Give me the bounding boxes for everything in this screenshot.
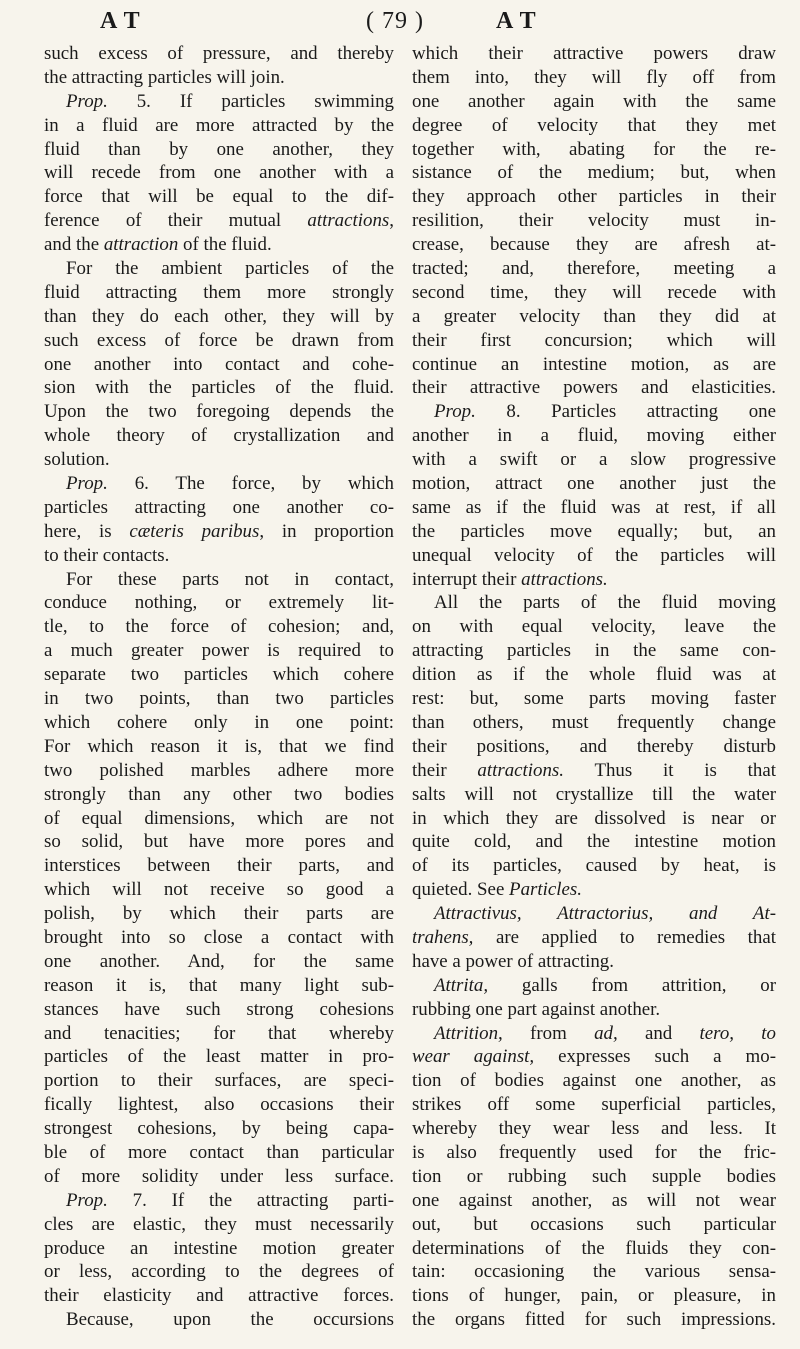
- text-line: their elasticity and attractive forces.: [44, 1285, 394, 1307]
- text-line: one another. And, for the same: [44, 950, 394, 972]
- text-line: salts will not crystallize till the water: [412, 783, 776, 805]
- text-line: such excess of force be drawn from: [44, 329, 394, 351]
- right-column: [412, 42, 776, 1332]
- text-line: tion or rubbing such supple bodies: [412, 1165, 776, 1187]
- header-left-term: A T: [100, 8, 141, 34]
- text-line: stances have such strong cohesions: [44, 998, 394, 1020]
- text-line: dition as if the whole fluid was at: [412, 664, 776, 686]
- text-line: conduce nothing, or extremely lit-: [44, 592, 394, 614]
- text-line: their positions, and thereby disturb: [412, 735, 776, 757]
- text-line: will recede from one another with a: [44, 162, 394, 184]
- text-line: tion of bodies against one another, as: [412, 1070, 776, 1092]
- text-line: another in a fluid, moving either: [412, 425, 776, 447]
- text-line: wear against, expresses such a mo-: [412, 1046, 776, 1068]
- text-line: sistance of the medium; but, when: [412, 162, 776, 184]
- text-line: strongly than any other two bodies: [44, 783, 394, 805]
- text-line: ference of their mutual attractions,: [44, 210, 394, 232]
- text-line: out, but occasions such particular: [412, 1213, 776, 1235]
- text-line: rubbing one part against another.: [412, 998, 661, 1020]
- text-line: in a fluid are more attracted by the: [44, 114, 394, 136]
- text-line: degree of velocity that they met: [412, 114, 776, 136]
- text-line: in which they are dissolved is near or: [412, 807, 776, 829]
- text-line: attracting particles in the same con-: [412, 640, 776, 662]
- text-line: crease, because they are afresh at-: [412, 234, 776, 256]
- text-line: All the parts of the fluid moving: [434, 592, 776, 614]
- text-line: which their attractive powers draw: [412, 43, 776, 64]
- text-line: fluid attracting them more strongly: [44, 281, 394, 303]
- text-line: For which reason it is, that we find: [44, 735, 394, 757]
- text-line: one against another, as will not wear: [412, 1189, 776, 1211]
- text-line: strikes off some superficial particles,: [412, 1094, 776, 1116]
- text-line: strongest cohesions, by being capa-: [44, 1118, 394, 1140]
- text-line: reason it is, that many light sub-: [44, 974, 394, 996]
- text-line: Attrita, galls from attrition, or: [434, 974, 776, 996]
- text-line: their first concursion; which will: [412, 329, 776, 351]
- text-line: ble of more contact than particular: [44, 1141, 394, 1163]
- text-line: tle, to the force of cohesion; and,: [44, 616, 394, 638]
- text-line: tracted; and, therefore, meeting a: [412, 258, 776, 280]
- text-line: of its particles, caused by heat, is: [412, 855, 776, 877]
- text-line: and tenacities; for that whereby: [44, 1022, 394, 1044]
- text-line: portion to their surfaces, are speci-: [44, 1070, 394, 1092]
- text-line: produce an intestine motion greater: [44, 1237, 394, 1259]
- text-line: fluid than by one another, they: [44, 138, 394, 160]
- text-line: fically lightest, also occasions their: [44, 1094, 394, 1116]
- text-line: have a power of attracting.: [412, 950, 614, 972]
- left-column: [44, 42, 394, 1332]
- text-line: such excess of pressure, and thereby: [44, 43, 394, 64]
- text-line: which will not receive so good a: [44, 879, 394, 901]
- text-line: For the ambient particles of the: [66, 258, 394, 280]
- text-line: than they do each other, they will by: [44, 305, 394, 327]
- text-line: them into, they will fly off from: [412, 66, 776, 88]
- text-line: particles attracting one another co-: [44, 496, 394, 518]
- text-line: so solid, but have more pores and: [44, 831, 394, 853]
- text-line: they approach other particles in their: [412, 186, 776, 208]
- text-line: a greater velocity than they did at: [412, 305, 776, 327]
- text-line: the particles move equally; but, an: [412, 520, 776, 542]
- text-line: Prop. 6. The force, by which: [66, 473, 394, 495]
- text-line: one another into contact and cohe-: [44, 353, 394, 375]
- text-line: brought into so close a contact with: [44, 926, 394, 948]
- text-line: Attrition, from ad, and tero, to: [434, 1022, 776, 1044]
- text-line: Because, upon the occursions: [66, 1309, 394, 1331]
- text-line: on with equal velocity, leave the: [412, 616, 776, 638]
- text-columns: [44, 42, 778, 1342]
- text-line: force that will be equal to the dif-: [44, 186, 394, 208]
- text-line: of more solidity under less surface.: [44, 1165, 394, 1187]
- text-line: which cohere only in one point:: [44, 711, 394, 733]
- running-header: [44, 8, 778, 42]
- text-line: two polished marbles adhere more: [44, 759, 394, 781]
- text-line: motion, attract one another just the: [412, 473, 776, 495]
- text-line: polish, by which their parts are: [44, 903, 394, 925]
- text-line: is also frequently used for the fric-: [412, 1141, 776, 1163]
- text-line: Prop. 8. Particles attracting one: [434, 401, 776, 423]
- text-line: their attractive powers and elasticities.: [412, 377, 776, 399]
- text-line: whereby they wear less and less. It: [412, 1118, 776, 1140]
- text-line: Attractivus, Attractorius, and At-: [434, 903, 776, 925]
- text-line: whole theory of crystallization and: [44, 425, 394, 447]
- text-line: rest: but, some parts moving faster: [412, 688, 776, 710]
- text-line: interrupt their attractions.: [412, 568, 608, 590]
- page-number: ( 79 ): [366, 8, 424, 34]
- text-line: same as if the fluid was at rest, if all: [412, 496, 776, 518]
- text-line: here, is cæteris paribus, in proportion: [44, 520, 394, 542]
- text-line: solution.: [44, 449, 110, 471]
- text-line: to their contacts.: [44, 544, 170, 566]
- header-right-term: A T: [496, 8, 537, 34]
- text-line: a much greater power is required to: [44, 640, 394, 662]
- text-line: or less, according to the degrees of: [44, 1261, 394, 1283]
- text-line: cles are elastic, they must necessarily: [44, 1213, 394, 1235]
- text-line: the attracting particles will join.: [44, 66, 285, 88]
- text-line: quieted. See Particles.: [412, 879, 582, 901]
- text-line: in two points, than two particles: [44, 688, 394, 710]
- text-line: For these parts not in contact,: [66, 568, 394, 590]
- text-line: Prop. 5. If particles swimming: [66, 90, 394, 112]
- text-line: separate two particles which cohere: [44, 664, 394, 686]
- text-line: together with, abating for the re-: [412, 138, 776, 160]
- text-line: with a swift or a slow progressive: [412, 449, 776, 471]
- text-line: one another again with the same: [412, 90, 776, 112]
- text-line: of equal dimensions, which are not: [44, 807, 394, 829]
- text-line: resilition, their velocity must in-: [412, 210, 776, 232]
- text-line: continue an intestine motion, as are: [412, 353, 776, 375]
- text-line: unequal velocity of the particles will: [412, 544, 776, 566]
- text-line: Prop. 7. If the attracting parti-: [66, 1189, 394, 1211]
- text-line: than others, must frequently change: [412, 711, 776, 733]
- text-line: tions of hunger, pain, or pleasure, in: [412, 1285, 776, 1307]
- text-line: interstices between their parts, and: [44, 855, 394, 877]
- text-line: particles of the least matter in pro-: [44, 1046, 394, 1068]
- text-line: and the attraction of the fluid.: [44, 234, 272, 256]
- text-line: Upon the two foregoing depends the: [44, 401, 394, 423]
- text-line: sion with the particles of the fluid.: [44, 377, 394, 399]
- text-line: the organs fitted for such impressions.: [412, 1309, 776, 1331]
- text-line: tain: occasioning the various sensa-: [412, 1261, 776, 1283]
- text-line: their attractions. Thus it is that: [412, 759, 776, 781]
- text-line: quite cold, and the intestine motion: [412, 831, 776, 853]
- text-line: second time, they will recede with: [412, 281, 776, 303]
- text-line: determinations of the fluids they con-: [412, 1237, 776, 1259]
- text-line: trahens, are applied to remedies that: [412, 926, 776, 948]
